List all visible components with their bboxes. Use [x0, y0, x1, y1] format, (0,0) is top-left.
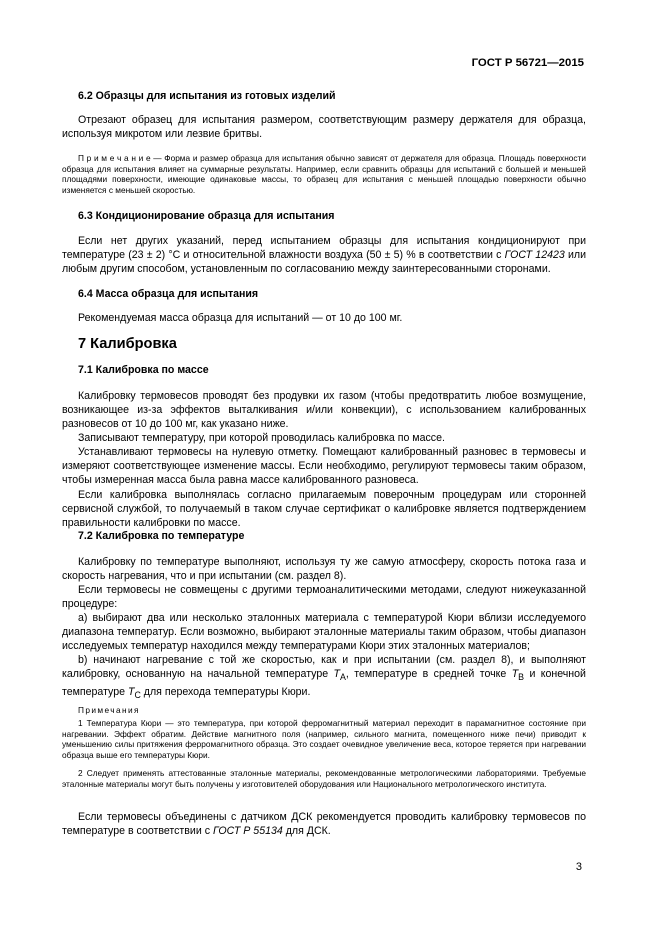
section-6-3-paragraph [62, 234, 586, 277]
section-6-4-paragraph: Рекомендуемая масса образца для испытаний — от 10 до 100 мг. [78, 312, 403, 324]
document-id-header: ГОСТ Р 56721—2015 [471, 57, 584, 69]
subscript: A [340, 672, 346, 683]
text-run: для ДСК. [282, 825, 331, 838]
section-6-2-note [62, 153, 586, 195]
symbol-t: T [127, 685, 135, 698]
note-text: — Форма и размер образца для испытания обычно зависят от держателя для образца. Площадь поверхности образца для испытания влияет на суммарные результаты. Например, если сравнить образцы для испытаний с большей и меньшей площадями поверхности, имеющие одинаковые массы, то образец для испытания с меньшей площадью поверхности обычно изменяется с меньшей скоростью. [62, 153, 586, 195]
text-run: для перехода температуры Кюри. [140, 685, 311, 698]
note-label: П р и м е ч а н и е [78, 153, 151, 163]
section-7-1-paragraph-2: Записывают температуру, при которой проводилась калибровка по массе. [78, 432, 445, 444]
section-6-3-title: 6.3 Кондиционирование образца для испытания [78, 210, 335, 222]
section-7-title: 7 Калибровка [78, 336, 177, 352]
notes-label: Примечания [78, 705, 140, 715]
section-7-2-paragraph-1: Калибровку по температуре выполняют, используя ту же самую атмосферу, скорость потока газа и скорость нагревания, что и при испытании (см. раздел 8). [62, 556, 586, 583]
text-run: Если термовесы объединены с датчиком ДСК рекомендуется проводить калибровку термовесов по температуре в соответствии с [62, 811, 586, 838]
section-7-2-paragraph-2: Если термовесы не совмещены с другими термоаналитическими методами, следуют нижеуказанной процедуре: [62, 584, 586, 611]
text-run: Если нет других указаний, перед испытанием образцы для испытания кондиционируют при температуре (23 ± 2) °С и относительной влажности воздуха (50 ± 5) % в соответствии с [62, 235, 586, 262]
section-7-2-item-a: a) выбирают два или несколько эталонных материала с температурой Кюри вблизи исследуемого диапазона температур. Если возможно, выбирают эталонные материалы таким образом, чтобы диапазон исследуемых температур находился между температурами Кюри этих эталонных материалов; [62, 612, 586, 653]
note-2: 2 Следует применять аттестованные эталонные материалы, рекомендованные метрологическими лабораториями. Требуемые эталонные материалы могут быть получены у изготовителей оборудования или Национального метрологического института. [62, 768, 586, 789]
section-6-2-title: 6.2 Образцы для испытания из готовых изделий [78, 90, 336, 102]
section-6-4-title: 6.4 Масса образца для испытания [78, 288, 259, 300]
note-1: 1 Температура Кюри — это температура, при которой ферромагнитный материал переходит в парамагнитное состояние при нагревании. Эффект обратим. Действие магнитного поля (например, сильного магнита, помещенного ниже печи) приводит к уменьшению силы притяжения ферромагнитного образца. Это создает очевидное увеличение веса, которое теряется при нагревании образца выше его температуры Кюри. [62, 718, 586, 760]
standard-reference: ГОСТ Р 55134 [212, 825, 283, 838]
text-run: и конечной температуре [62, 668, 586, 698]
section-7-1-paragraph-4: Если калибровка выполнялась согласно прилагаемым поверочным процедурам или сторонней сервисной службой, то получаемый в таком случае сертификат о калибровке является подтверждением правильности калибровки по массе. [62, 489, 586, 530]
symbol-t: T [333, 668, 341, 681]
section-7-1-paragraph-1: Калибровку термовесов проводят без продувки их газом (чтобы предотвратить любое возмущение, возникающее из-за эффектов выталкивания и/или конвекции), с использованием калиброванных разновесов от 10 до 100 мг, как указано ниже. [62, 390, 586, 431]
standard-reference: ГОСТ 12423 [504, 249, 565, 262]
text-run: или любым другим способом, установленным по согласованию между заинтересованными сторонами. [62, 249, 586, 276]
section-7-2-item-b [62, 653, 586, 702]
text-run: , температуре в средней точке [345, 668, 512, 681]
subscript: C [134, 689, 141, 700]
subscript: B [518, 672, 525, 683]
symbol-t: T [511, 668, 519, 681]
section-7-2-title: 7.2 Калибровка по температуре [78, 530, 245, 542]
section-6-2-paragraph: Отрезают образец для испытания размером, соответствующим размеру держателя для образца, используя микротом или лезвие бритвы. [62, 114, 586, 141]
page-number: 3 [575, 861, 582, 873]
section-7-1-paragraph-3: Устанавливают термовесы на нулевую отметку. Помещают калиброванный разновес в термовесы и измеряют соответствующее изменение массы. Если необходимо, регулируют термовесы таким образом, чтобы измеренная масса была равна массе калиброванного разновеса. [62, 446, 586, 487]
text-run: b) начинают нагревание с той же скоростью, как и при испытании (см. раздел 8), и выполняют калибровку, основанную на начальной температуре [62, 654, 586, 681]
section-7-2-paragraph-final [62, 810, 586, 838]
section-7-1-title: 7.1 Калибровка по массе [78, 364, 209, 376]
